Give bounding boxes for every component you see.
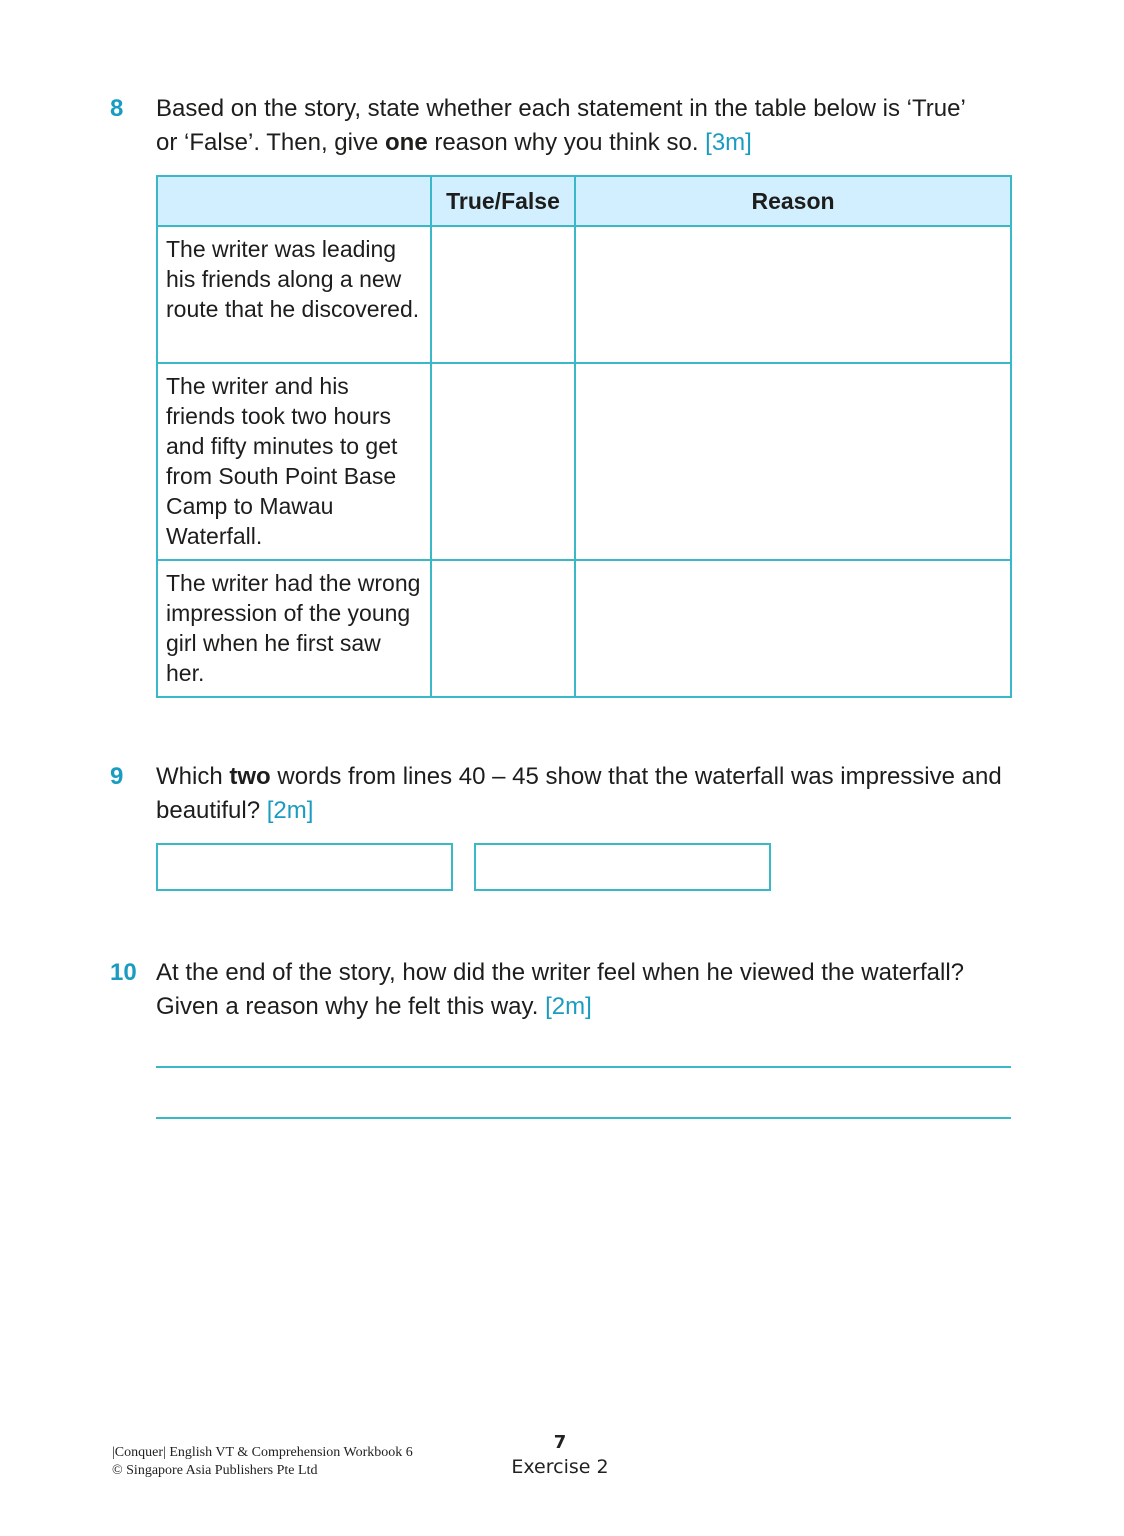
word-answer-box-1[interactable]	[156, 843, 453, 891]
statement-cell: The writer had the wrong impression of the young girl when he first saw her.	[157, 560, 431, 697]
question-number: 10	[110, 959, 137, 986]
marks-label: [2m]	[545, 993, 592, 1020]
table-row	[157, 226, 1011, 363]
statement-cell: The writer was leading his friends along a new route that he discovered.	[157, 226, 431, 363]
word-answer-box-2[interactable]	[474, 843, 771, 891]
question-text: At the end of the story, how did the writer feel when he viewed the waterfall? Given a reason why he felt this way. [2m]	[156, 959, 965, 1020]
book-title: |Conquer| English VT & Comprehension Workbook 6	[112, 1445, 413, 1460]
header-reason: Reason	[575, 176, 1011, 226]
reason-answer-cell[interactable]	[575, 560, 1011, 697]
question-text: Which two words from lines 40 – 45 show that the waterfall was impressive and beautiful? [2m]	[156, 763, 1002, 824]
table-row	[157, 363, 1011, 560]
true-false-answer-cell[interactable]	[431, 363, 575, 560]
marks-label: [3m]	[705, 129, 752, 156]
question-number: 8	[110, 95, 124, 122]
header-statement	[157, 176, 431, 226]
header-true-false: True/False	[431, 176, 575, 226]
answer-line-2[interactable]	[156, 1117, 1011, 1119]
copyright: © Singapore Asia Publishers Pte Ltd	[112, 1463, 318, 1478]
true-false-table	[156, 175, 1012, 698]
exercise-label: Exercise 2	[511, 1456, 609, 1478]
true-false-answer-cell[interactable]	[431, 226, 575, 363]
reason-answer-cell[interactable]	[575, 363, 1011, 560]
footer-page-info	[500, 1432, 620, 1480]
marks-label: [2m]	[266, 797, 314, 824]
question-9	[110, 760, 1015, 828]
question-8	[110, 92, 1015, 160]
reason-answer-cell[interactable]	[575, 226, 1011, 363]
statement-cell: The writer and his friends took two hours and fifty minutes to get from South Point Base Camp to Mawau Waterfall.	[157, 363, 431, 560]
table-header-row	[157, 176, 1011, 226]
question-number: 9	[110, 763, 124, 790]
table-row	[157, 560, 1011, 697]
footer-credits	[112, 1444, 413, 1480]
answer-line-1[interactable]	[156, 1066, 1011, 1068]
question-text: Based on the story, state whether each statement in the table below is ‘True’ or ‘False’. Then, give one reason why you think so. [3m]	[156, 95, 966, 156]
page-number: 7	[553, 1432, 567, 1453]
question-10	[110, 956, 1015, 1024]
true-false-answer-cell[interactable]	[431, 560, 575, 697]
